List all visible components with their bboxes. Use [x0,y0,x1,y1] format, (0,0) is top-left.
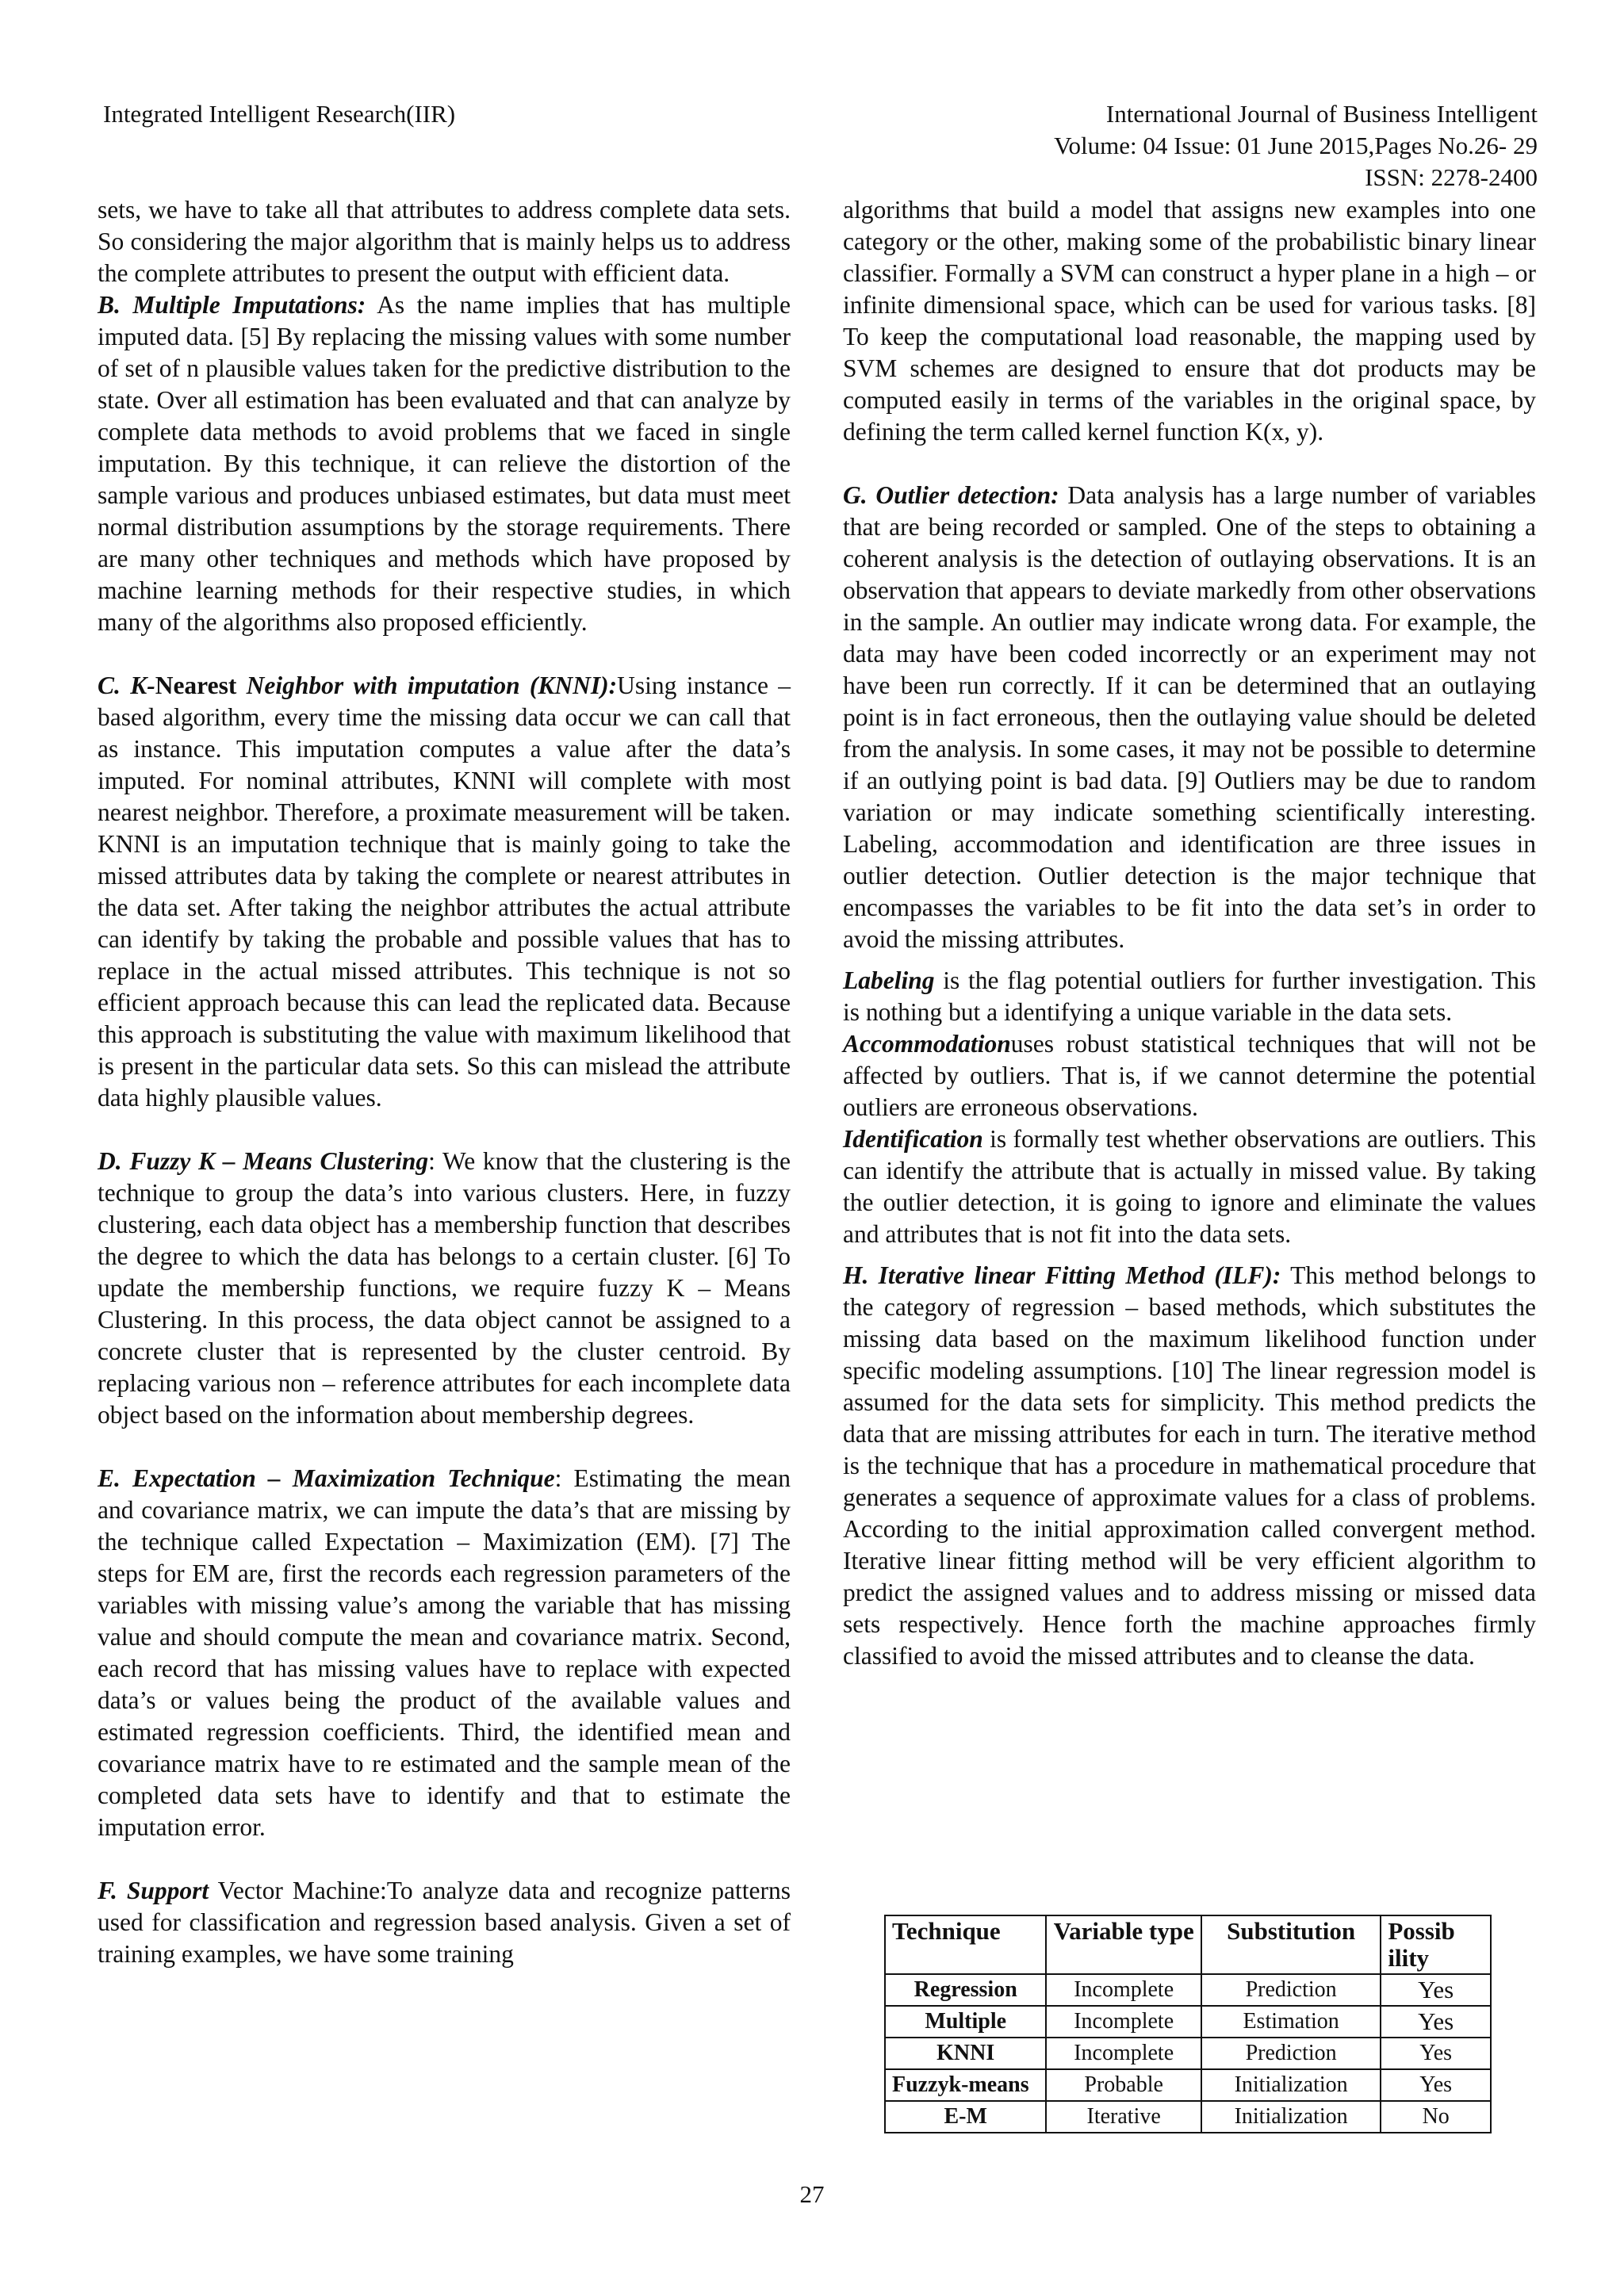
cell-substitution: Initialization [1201,2101,1381,2133]
table-row [885,2101,1491,2133]
section-c-title-b: Nearest [155,672,247,699]
section-f-text: Vector Machine:To analyze data and recognize patterns used for classification and regression based analysis. Given a set of training examples, we have some training [98,1877,791,1968]
section-f [98,1875,791,1970]
cell-technique: Multiple [885,2006,1046,2038]
section-c [98,670,791,1114]
header-technique: Technique [885,1915,1046,1974]
svm-continued: algorithms that build a model that assigns new examples into one category or the other, making some of the probabilistic binary linear classifier. Formally a SVM can construct a hyper plane in a high – or infinite dimensional space, which can be used for various tasks. [8] To keep the computational load reasonable, the mapping used by SVM schemes are designed to ensure that dot products may be computed easily in terms of the variables in the original space, by defining the term called kernel function K(x, y). [843,196,1536,446]
right-column [843,194,1536,1672]
section-e [98,1463,791,1843]
section-d-title: D. Fuzzy K – Means Clustering [98,1147,429,1175]
section-h-text: This method belongs to the category of regression – based methods, which substitutes the missing data based on the maximum likelihood function under specific modeling assumptions. [10] The linear regression model is assumed for the data sets for simplicity. This method predicts the data that are missing attributes for each in turn. The iterative method is the technique that has a procedure in mathematical procedure that generates a sequence of approximate values for a class of problems. According to the initial approximation called convergent method. Iterative linear fitting method will be very efficient algorithm to predict the assigned values and to address missing or missed data sets respectively. Hence forth the machine approaches firmly classified to avoid the missed attributes and to cleanse the data. [843,1261,1536,1670]
identification-title: Identification [843,1125,983,1153]
cell-technique: Regression [885,1974,1046,2006]
identification-paragraph [843,1123,1536,1250]
table-row [885,1974,1491,2006]
cell-possibility: No [1381,2101,1491,2133]
paragraph-continued: sets, we have to take all that attributes to address complete data sets. So considering the major algorithm that is mainly helps us to address the complete attributes to present the output with efficient data. [98,196,791,287]
running-header-left: Integrated Intelligent Research(IIR) [103,100,456,128]
section-b [98,289,791,638]
section-f-title: F. Support [98,1877,209,1904]
cell-technique: E-M [885,2101,1046,2133]
section-e-text: : Estimating the mean and covariance matrix, we can impute the data’s that are missing by the technique called Expectation – Maximization (EM). [7] The steps for EM are, first the records each regression parameters of the variables with missing value’s among the variable that has missing value and should compute the mean and covariance matrix. Second, each record that has missing values have to replace with expected data’s or values being the product of the available values and estimated regression coefficients. Third, the identified mean and covariance matrix have to re estimated and the sample mean of the completed data sets have to identify and that to estimate the imputation error. [98,1464,791,1841]
accommodation-paragraph [843,1028,1536,1123]
cell-possibility: Yes [1381,2069,1491,2101]
accommodation-text: uses robust statistical techniques that will not be affected by outliers. That is, if we cannot determine the potential outliers are erroneous observations. [843,1030,1536,1121]
left-column [98,194,791,1970]
section-c-title-c: Neighbor with imputation (KNNI): [246,672,618,699]
running-header-right [824,98,1538,193]
accommodation-title: Accommodation [843,1030,1011,1058]
page-number: 27 [799,2180,825,2208]
cell-variable-type: Iterative [1046,2101,1201,2133]
cell-substitution: Estimation [1201,2006,1381,2038]
section-c-text: Using instance – based algorithm, every time the missing data occur we can call that as instance. This imputation computes a value after the data’s imputed. For nominal attributes, KNNI will complete with most nearest neighbor. Therefore, a proximate measurement will be taken. KNNI is an imputation technique that is mainly going to take the missed attributes data by taking the complete or nearest attributes in the data set. After taking the neighbor attributes the actual attribute can identify by taking the probable and possible values that has to replace in the actual missed attributes. This technique is not so efficient approach because this can lead the replicated data. Because this approach is substituting the value with maximum likelihood that is present in the particular data sets. So this can mislead the attribute data highly plausible values. [98,672,791,1112]
cell-technique: KNNI [885,2038,1046,2069]
cell-possibility: Yes [1381,2038,1491,2069]
section-h [843,1260,1536,1672]
header-possibility: Possib ility [1381,1915,1491,1974]
cell-variable-type: Incomplete [1046,2038,1201,2069]
header-variable-type: Variable type [1046,1915,1201,1974]
cell-substitution: Initialization [1201,2069,1381,2101]
table-row [885,2006,1491,2038]
table-row [885,2069,1491,2101]
section-g [843,480,1536,955]
cell-possibility: Yes [1381,1974,1491,2006]
labeling-text: is the flag potential outliers for further investigation. This is nothing but a identifying a unique variable in the data sets. [843,966,1536,1026]
technique-comparison-table [884,1915,1492,2133]
issn: ISSN: 2278-2400 [1365,163,1538,191]
cell-variable-type: Probable [1046,2069,1201,2101]
section-e-title: E. Expectation – Maximization Technique [98,1464,555,1492]
section-d-text: : We know that the clustering is the technique to group the data’s into various clusters. Here, in fuzzy clustering, each data object has a membership function that describes the degree to which the data has belongs to a certain cluster. [6] To update the membership functions, we require fuzzy K – Means Clustering. In this process, the data object cannot be assigned to a concrete cluster that is represented by the cluster centroid. By replacing various non – reference attributes for each incomplete data object based on the information about membership degrees. [98,1147,791,1429]
cell-variable-type: Incomplete [1046,1974,1201,2006]
header-substitution: Substitution [1201,1915,1381,1974]
identification-text: is formally test whether observations are outliers. This can identify the attribute that is actually in missed value. By taking the outlier detection, it is going to ignore and eliminate the values and attributes that is not fit into the data sets. [843,1125,1536,1248]
labeling-paragraph [843,965,1536,1028]
journal-name: International Journal of Business Intelligent [1105,100,1538,128]
section-d [98,1146,791,1431]
section-g-title: G. Outlier detection: [843,481,1059,509]
section-g-text: Data analysis has a large number of variables that are being recorded or sampled. One of the steps to obtaining a coherent analysis is the detection of outlaying observations. It is an observation that appears to deviate markedly from other observations in the sample. An outlier may indicate wrong data. For example, the data may have been coded incorrectly or an experiment may not have been run correctly. If it can be determined that an outlaying point is in fact erroneous, then the outlaying value should be deleted from the analysis. In some cases, it may not be possible to determine if an outlying point is bad data. [9] Outliers may be due to random variation or may indicate something scientifically interesting. Labeling, accommodation and identification are three issues in outlier detection. Outlier detection is the major technique that encompasses the variables to be fit into the data set’s in order to avoid the missing attributes. [843,481,1537,953]
cell-substitution: Prediction [1201,1974,1381,2006]
cell-variable-type: Incomplete [1046,2006,1201,2038]
section-h-title: H. Iterative linear Fitting Method (ILF): [843,1261,1281,1289]
labeling-title: Labeling [843,966,935,994]
table-row [885,2038,1491,2069]
section-b-text: As the name implies that has multiple imputed data. [5] By replacing the missing values with some number of set of n plausible values taken for the predictive distribution to the state. Over all estimation has been evaluated and that can analyze by complete data methods to avoid problems that we faced in single imputation. By this technique, it can relieve the distortion of the sample various and produces unbiased estimates, but data must meet normal distribution assumptions by the storage requirements. There are many other techniques and methods which have proposed by machine learning methods for their respective studies, in which many of the algorithms also proposed efficiently. [98,291,791,636]
section-b-title: B. Multiple Imputations: [98,291,366,319]
section-c-title-a: C. K- [98,672,155,699]
table-header-row [885,1915,1491,1974]
cell-possibility: Yes [1381,2006,1491,2038]
volume-info: Volume: 04 Issue: 01 June 2015,Pages No.26- 29 [1054,132,1538,159]
cell-technique: Fuzzyk-means [885,2069,1046,2101]
cell-substitution: Prediction [1201,2038,1381,2069]
